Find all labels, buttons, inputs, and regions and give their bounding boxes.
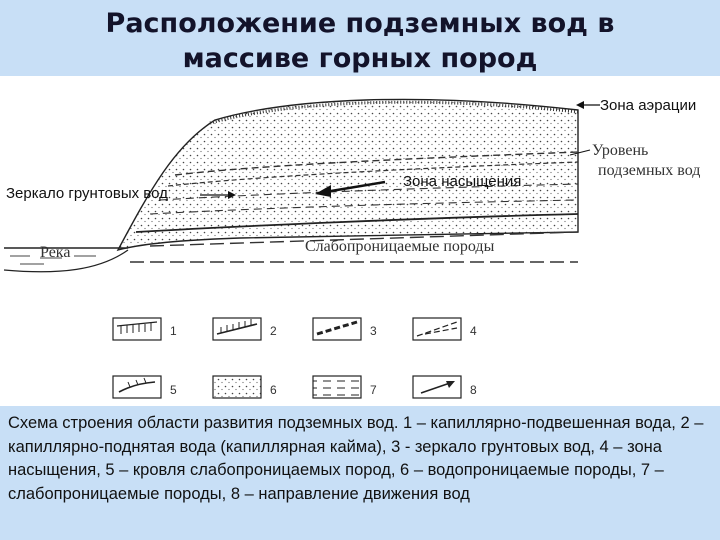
legend-number-6: 6 (270, 383, 277, 397)
legend-number-7: 7 (370, 383, 377, 397)
saturation-zone-label: Зона насыщения (403, 173, 522, 190)
title-line-1: Расположение подземных вод в (105, 8, 615, 39)
legend-number-2: 2 (270, 324, 277, 338)
groundwater-mirror-label: Зеркало грунтовых вод (6, 185, 168, 202)
legend-symbol-1 (113, 318, 161, 340)
legend-number-5: 5 (170, 383, 177, 397)
legend-number-3: 3 (370, 324, 377, 338)
legend-number-4: 4 (470, 324, 477, 338)
groundwater-level-label-1: Уровень (592, 142, 649, 159)
aeration-zone-label: Зона аэрации (600, 97, 697, 114)
low-permeability-label: Слабопроницаемые породы (305, 238, 495, 255)
legend-number-8: 8 (470, 383, 477, 397)
legend-symbol-7 (313, 376, 361, 398)
legend-symbol-4 (413, 318, 461, 340)
legend-symbol-5 (113, 376, 161, 398)
legend-number-1: 1 (170, 324, 177, 338)
legend-symbol-8 (413, 376, 461, 398)
legend-symbol-2 (213, 318, 261, 340)
river-label: Река (40, 244, 71, 261)
aeration-leader-head (576, 101, 584, 109)
legend-symbol-3 (313, 318, 361, 340)
diagram-caption: Схема строения области развития подземных вод. 1 – капиллярно-подвешенная вода, 2 – капиллярно-поднятая вода (капиллярная кайма), 3 - зеркало грунтовых вод, 4 – зона насыщения, 5 – кровля слабопроницаемых пород, 6 – водопроницаемые породы, 7 – слабопроницаемые породы, 8 – направление движения вод (8, 414, 704, 503)
groundwater-level-label-2: подземных вод (598, 162, 701, 179)
title-line-2: массиве горных пород (182, 43, 538, 74)
legend-symbol-6 (213, 376, 261, 398)
